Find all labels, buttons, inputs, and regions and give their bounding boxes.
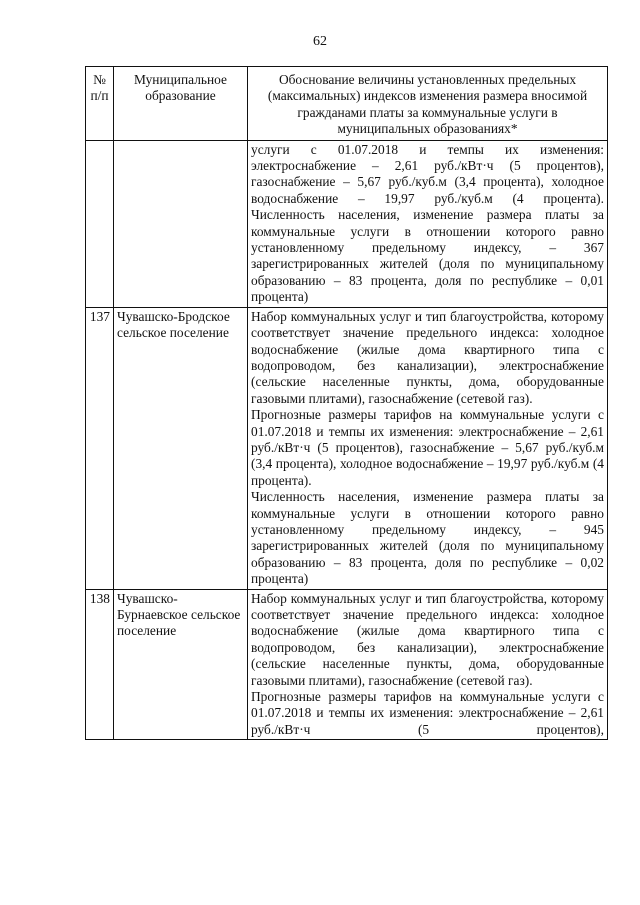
tariff-index-table bbox=[85, 66, 608, 740]
row-num: 137 bbox=[86, 307, 114, 589]
table-header-row bbox=[86, 67, 608, 141]
header-municipality: Муниципальное образование bbox=[114, 67, 248, 141]
header-num: № п/п bbox=[86, 67, 114, 141]
row-justification bbox=[248, 140, 608, 307]
row-municipality bbox=[114, 140, 248, 307]
table-row bbox=[86, 589, 608, 740]
justification-paragraph: Численность населения, изменение размера платы за коммунальные услуги в отношении которого равно установленному предельному индексу, – 367 зарегистрированных жителей (доля по муниципальному образованию – 83 процента, доля по республике – 0,01 процента) bbox=[251, 207, 604, 305]
justification-paragraph: услуги с 01.07.2018 и темпы их изменения: электроснабжение – 2,61 руб./кВт·ч (5 процентов), газоснабжение – 5,67 руб./куб.м (3,4 процента), холодное водоснабжение – 19,97 руб./куб.м (4 процента). bbox=[251, 141, 604, 206]
row-num bbox=[86, 140, 114, 307]
justification-paragraph: Набор коммунальных услуг и тип благоустройства, которому соответствует значение предельного индекса: холодное водоснабжение (жилые дома квартирного типа с водопроводом, без канализации), электроснабжение (сельские населенные пункты, дома, оборудованные газовыми плитами), газоснабжение (сетевой газ). bbox=[251, 590, 604, 688]
row-municipality: Чувашско-Бродское сельское поселение bbox=[114, 307, 248, 589]
row-num: 138 bbox=[86, 589, 114, 740]
header-justification: Обоснование величины установленных предельных (максимальных) индексов изменения размера вносимой гражданами платы за коммунальные услуги в муниципальных образованиях* bbox=[248, 67, 608, 141]
page-number: 62 bbox=[313, 34, 327, 49]
justification-paragraph: Численность населения, изменение размера платы за коммунальные услуги в отношении которого равно установленному предельному индексу, – 945 зарегистрированных жителей (доля по муниципальному образованию – 83 процента, доля по республике – 0,02 процента) bbox=[251, 489, 604, 587]
justification-paragraph: Прогнозные размеры тарифов на коммунальные услуги с 01.07.2018 и темпы их изменения: электроснабжение – 2,61 руб./кВт·ч (5 процентов), газоснабжение – 5,67 руб./куб.м (3,4 процента), холодное водоснабжение – 19,97 руб./куб.м (4 процента). bbox=[251, 407, 604, 488]
justification-paragraph: Прогнозные размеры тарифов на коммунальные услуги с 01.07.2018 и темпы их изменения: электроснабжение – 2,61 руб./кВт·ч (5 процентов), bbox=[251, 689, 604, 737]
row-justification bbox=[248, 589, 608, 740]
row-justification bbox=[248, 307, 608, 589]
table-row bbox=[86, 140, 608, 307]
justification-paragraph: Набор коммунальных услуг и тип благоустройства, которому соответствует значение предельного индекса: холодное водоснабжение (жилые дома квартирного типа с водопроводом, без канализации), электроснабжение (сельские населенные пункты, дома, оборудованные газовыми плитами), газоснабжение (сетевой газ). bbox=[251, 308, 604, 406]
row-municipality: Чувашско-Бурнаевское сельское поселение bbox=[114, 589, 248, 740]
table-row bbox=[86, 307, 608, 589]
